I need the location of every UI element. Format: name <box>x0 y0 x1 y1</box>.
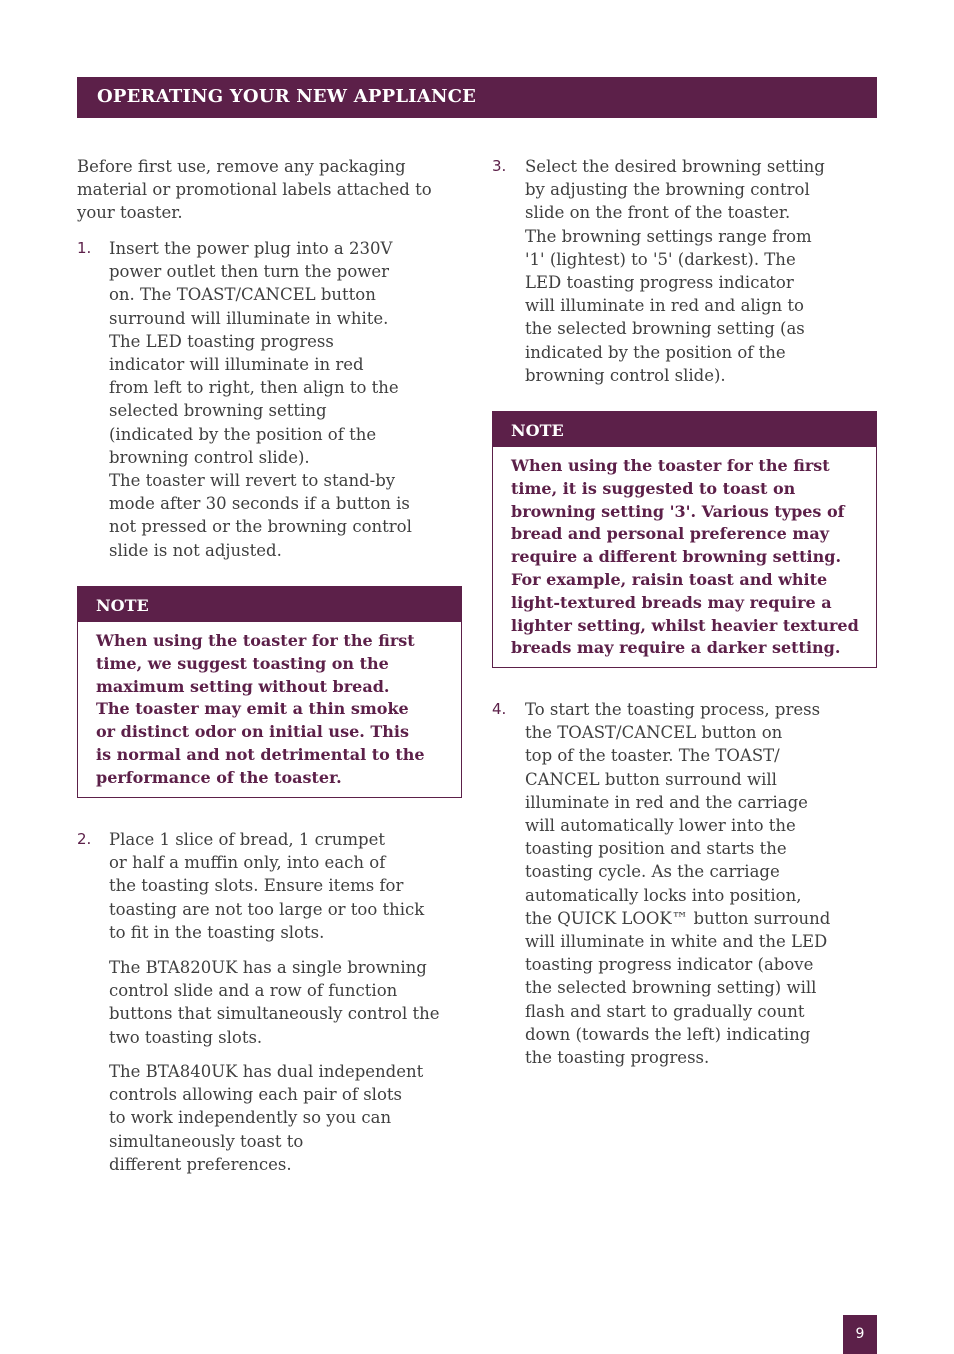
section-title: OPERATING YOUR NEW APPLIANCE <box>97 86 477 107</box>
text-line: your toaster. <box>77 203 183 223</box>
text-line: the toasting slots. Ensure items for <box>109 876 404 896</box>
intro-paragraph <box>77 155 457 225</box>
text-line: to work independently so you can <box>109 1108 392 1128</box>
text-line: toasting position and starts the <box>525 839 787 859</box>
text-line: The browning settings range from <box>525 226 812 246</box>
text-line: will illuminate in white and the LED <box>525 932 828 952</box>
note-body <box>511 455 868 660</box>
text-line: Insert the power plug into a 230V <box>109 239 393 258</box>
step-3-text <box>525 155 875 387</box>
note-line: light-textured breads may require a <box>511 592 832 612</box>
note-line: time, it is suggested to toast on <box>511 478 796 498</box>
text-line: different preferences. <box>109 1154 292 1174</box>
step-number: 4. <box>492 700 507 718</box>
note-line: breads may require a darker setting. <box>511 638 841 658</box>
text-line: toasting cycle. As the carriage <box>525 862 780 882</box>
text-line: (indicated by the position of the <box>109 424 377 444</box>
text-line: the TOAST/CANCEL button on <box>525 723 783 743</box>
text-line: two toasting slots. <box>109 1027 263 1047</box>
text-line: buttons that simultaneously control the <box>109 1004 440 1024</box>
step-2-text <box>109 828 459 944</box>
note-line: When using the toaster for the first <box>96 631 415 650</box>
text-line: from left to right, then align to the <box>109 378 399 398</box>
note-box <box>492 411 877 668</box>
note-line: maximum setting without bread. <box>96 676 390 696</box>
note-heading: NOTE <box>511 421 564 440</box>
text-line: The BTA820UK has a single browning <box>109 958 427 977</box>
note-line: The toaster may emit a thin smoke <box>96 699 409 719</box>
step-1-text <box>109 237 459 562</box>
note-line: When using the toaster for the first <box>511 456 830 475</box>
step-number: 1. <box>77 239 92 257</box>
text-line: will illuminate in red and align to <box>525 296 804 316</box>
text-line: browning control slide). <box>109 447 310 467</box>
text-line: Before first use, remove any packaging <box>77 157 406 176</box>
section-header <box>77 77 877 118</box>
text-line: Select the desired browning setting <box>525 157 825 176</box>
text-line: the toasting progress. <box>525 1048 710 1068</box>
note-line: For example, raisin toast and white <box>511 569 828 589</box>
text-line: or half a muffin only, into each of <box>109 853 386 873</box>
text-line: slide is not adjusted. <box>109 540 282 560</box>
text-line: will automatically lower into the <box>525 816 796 836</box>
text-line: the QUICK LOOK™ button surround <box>525 908 831 928</box>
text-line: top of the toaster. The TOAST/ <box>525 746 780 766</box>
text-line: toasting progress indicator (above <box>525 955 814 975</box>
text-line: not pressed or the browning control <box>109 517 412 537</box>
text-line: down (towards the left) indicating <box>525 1024 811 1044</box>
note-line: browning setting '3'. Various types of <box>511 501 845 521</box>
text-line: automatically locks into position, <box>525 885 802 905</box>
text-line: The LED toasting progress <box>109 331 334 351</box>
step-2-model-820 <box>109 956 459 1049</box>
page-number: 9 <box>843 1315 877 1354</box>
note-line: performance of the toaster. <box>96 767 342 787</box>
text-line: illuminate in red and the carriage <box>525 792 808 812</box>
text-line: The BTA840UK has dual independent <box>109 1062 424 1081</box>
text-line: power outlet then turn the power <box>109 262 390 282</box>
text-line: mode after 30 seconds if a button is <box>109 494 410 514</box>
text-line: slide on the front of the toaster. <box>525 203 791 223</box>
note-line: time, we suggest toasting on the <box>96 653 389 673</box>
note-line: lighter setting, whilst heavier textured <box>511 615 859 635</box>
text-line: indicated by the position of the <box>525 342 786 362</box>
text-line: controls allowing each pair of slots <box>109 1085 402 1105</box>
text-line: surround will illuminate in white. <box>109 308 389 328</box>
text-line: LED toasting progress indicator <box>525 273 794 293</box>
text-line: selected browning setting <box>109 401 327 421</box>
text-line: simultaneously toast to <box>109 1131 304 1151</box>
text-line: material or promotional labels attached to <box>77 180 432 200</box>
text-line: toasting are not too large or too thick <box>109 899 425 919</box>
step-number: 2. <box>77 830 92 848</box>
step-2-model-840 <box>109 1060 459 1176</box>
text-line: To start the toasting process, press <box>525 700 821 719</box>
text-line: browning control slide). <box>525 365 726 385</box>
text-line: flash and start to gradually count <box>525 1001 805 1021</box>
text-line: The toaster will revert to stand-by <box>109 471 396 491</box>
text-line: indicator will illuminate in red <box>109 355 364 375</box>
note-line: require a different browning setting. <box>511 547 842 567</box>
note-header <box>493 412 876 447</box>
text-line: control slide and a row of function <box>109 981 398 1001</box>
step-4-text <box>525 698 875 1069</box>
note-line: or distinct odor on initial use. This <box>96 722 410 742</box>
text-line: CANCEL button surround will <box>525 769 777 789</box>
text-line: by adjusting the browning control <box>525 180 810 200</box>
step-number: 3. <box>492 157 507 175</box>
note-heading: NOTE <box>96 596 149 615</box>
note-line: bread and personal preference may <box>511 524 829 544</box>
note-body <box>96 630 453 790</box>
text-line: the selected browning setting (as <box>525 319 805 339</box>
note-line: is normal and not detrimental to the <box>96 744 425 764</box>
text-line: the selected browning setting) will <box>525 978 817 998</box>
text-line: to fit in the toasting slots. <box>109 922 325 942</box>
text-line: Place 1 slice of bread, 1 crumpet <box>109 830 385 849</box>
text-line: on. The TOAST/CANCEL button <box>109 285 376 305</box>
text-line: '1' (lightest) to '5' (darkest). The <box>525 249 796 269</box>
note-header <box>78 587 461 622</box>
note-box <box>77 586 462 798</box>
